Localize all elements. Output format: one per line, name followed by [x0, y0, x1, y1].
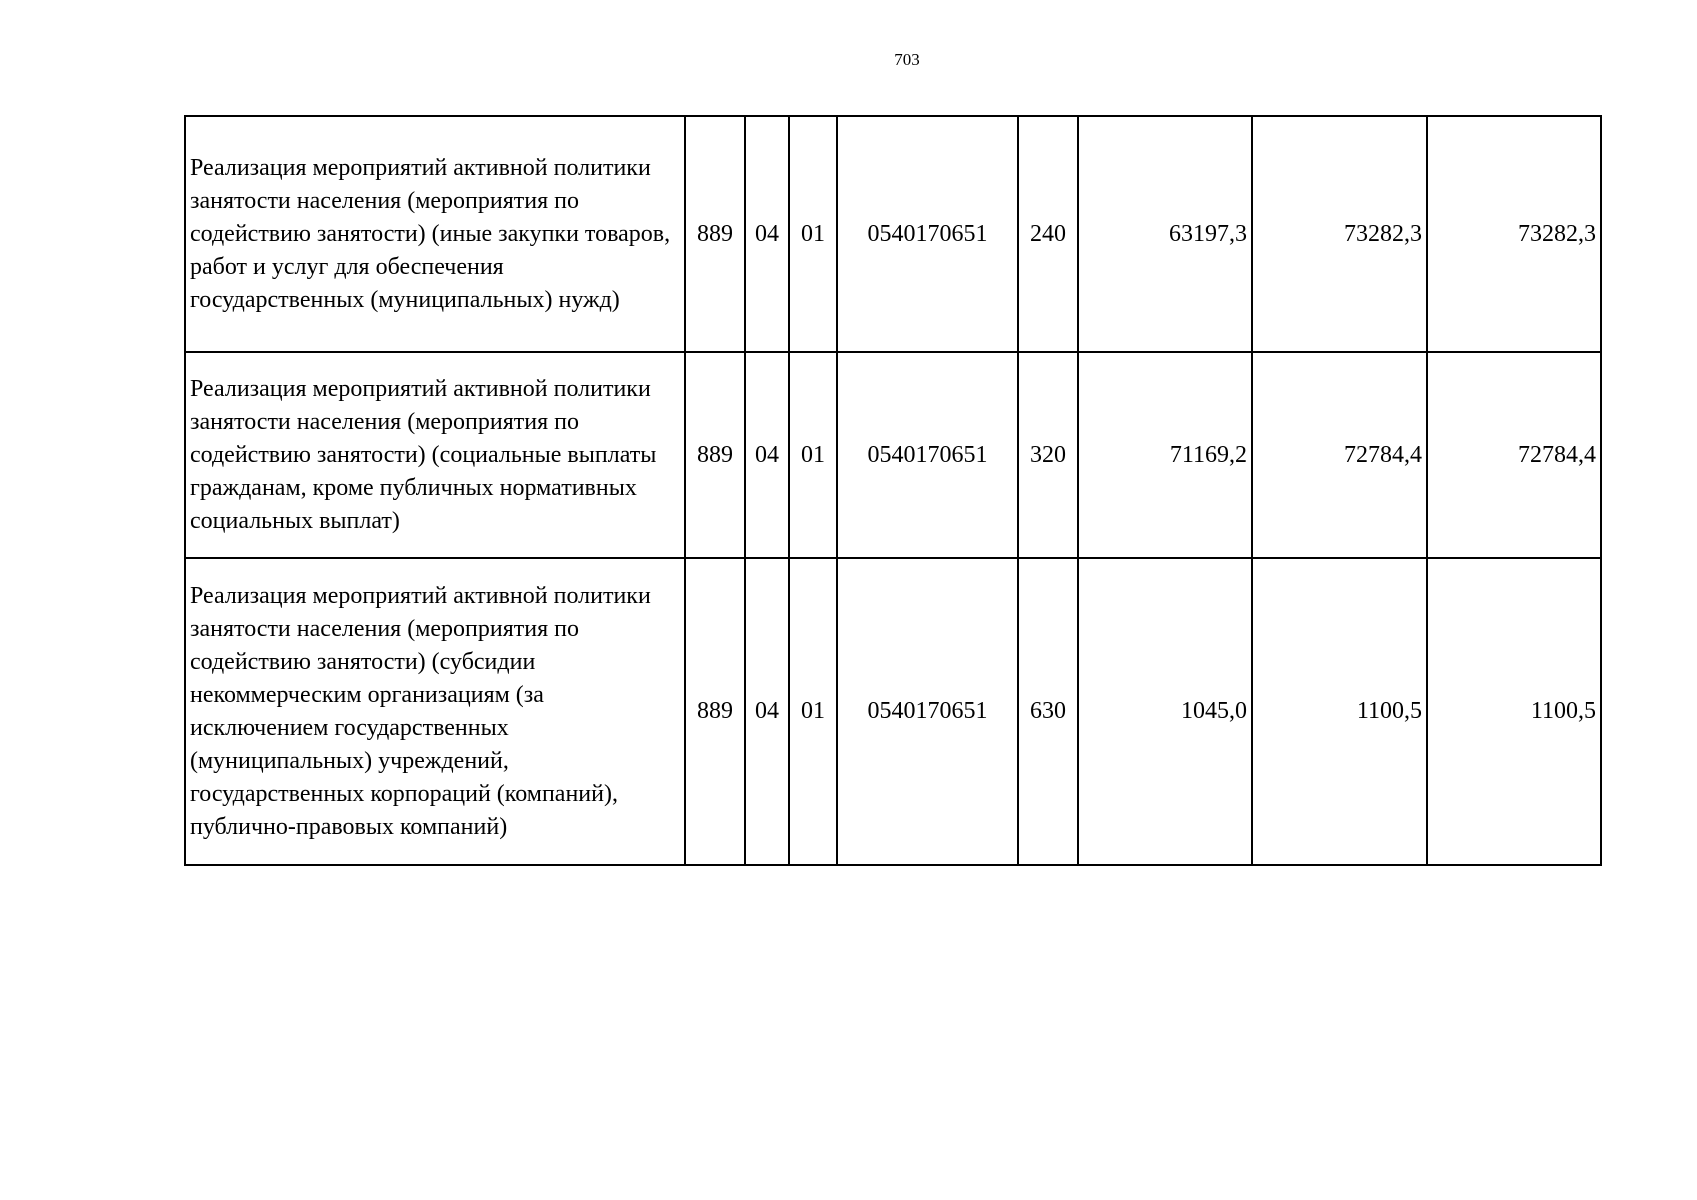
- page-number: 703: [894, 50, 920, 69]
- section-code: 04: [745, 116, 789, 352]
- table-row: [185, 116, 1601, 352]
- amount-1: 1045,0: [1078, 558, 1252, 865]
- ministry-code: 889: [685, 116, 745, 352]
- amount-2: 1100,5: [1252, 558, 1427, 865]
- row-description: Реализация мероприятий активной политики занятости населения (мероприятия по содействию занятости) (социальные выплаты гражданам, кроме публичных нормативных социальных выплат): [185, 352, 685, 558]
- target-article-code: 0540170651: [837, 352, 1018, 558]
- table-row: [185, 558, 1601, 865]
- expense-type-code: 240: [1018, 116, 1078, 352]
- row-description: Реализация мероприятий активной политики занятости населения (мероприятия по содействию занятости) (иные закупки товаров, работ и услуг для обеспечения государственных (муниципальных) нужд): [185, 116, 685, 352]
- expense-type-code: 630: [1018, 558, 1078, 865]
- subsection-code: 01: [789, 116, 837, 352]
- amount-3: 72784,4: [1427, 352, 1601, 558]
- amount-3: 1100,5: [1427, 558, 1601, 865]
- row-description: Реализация мероприятий активной политики занятости населения (мероприятия по содействию занятости) (субсидии некоммерческим организациям (за исключением государственных (муниципальных) учреждений, государственных корпораций (компаний), публично-правовых компаний): [185, 558, 685, 865]
- target-article-code: 0540170651: [837, 116, 1018, 352]
- ministry-code: 889: [685, 352, 745, 558]
- section-code: 04: [745, 558, 789, 865]
- ministry-code: 889: [685, 558, 745, 865]
- subsection-code: 01: [789, 352, 837, 558]
- amount-1: 63197,3: [1078, 116, 1252, 352]
- amount-2: 72784,4: [1252, 352, 1427, 558]
- amount-2: 73282,3: [1252, 116, 1427, 352]
- amount-3: 73282,3: [1427, 116, 1601, 352]
- amount-1: 71169,2: [1078, 352, 1252, 558]
- budget-table: [184, 115, 1602, 866]
- subsection-code: 01: [789, 558, 837, 865]
- section-code: 04: [745, 352, 789, 558]
- table-row: [185, 352, 1601, 558]
- target-article-code: 0540170651: [837, 558, 1018, 865]
- expense-type-code: 320: [1018, 352, 1078, 558]
